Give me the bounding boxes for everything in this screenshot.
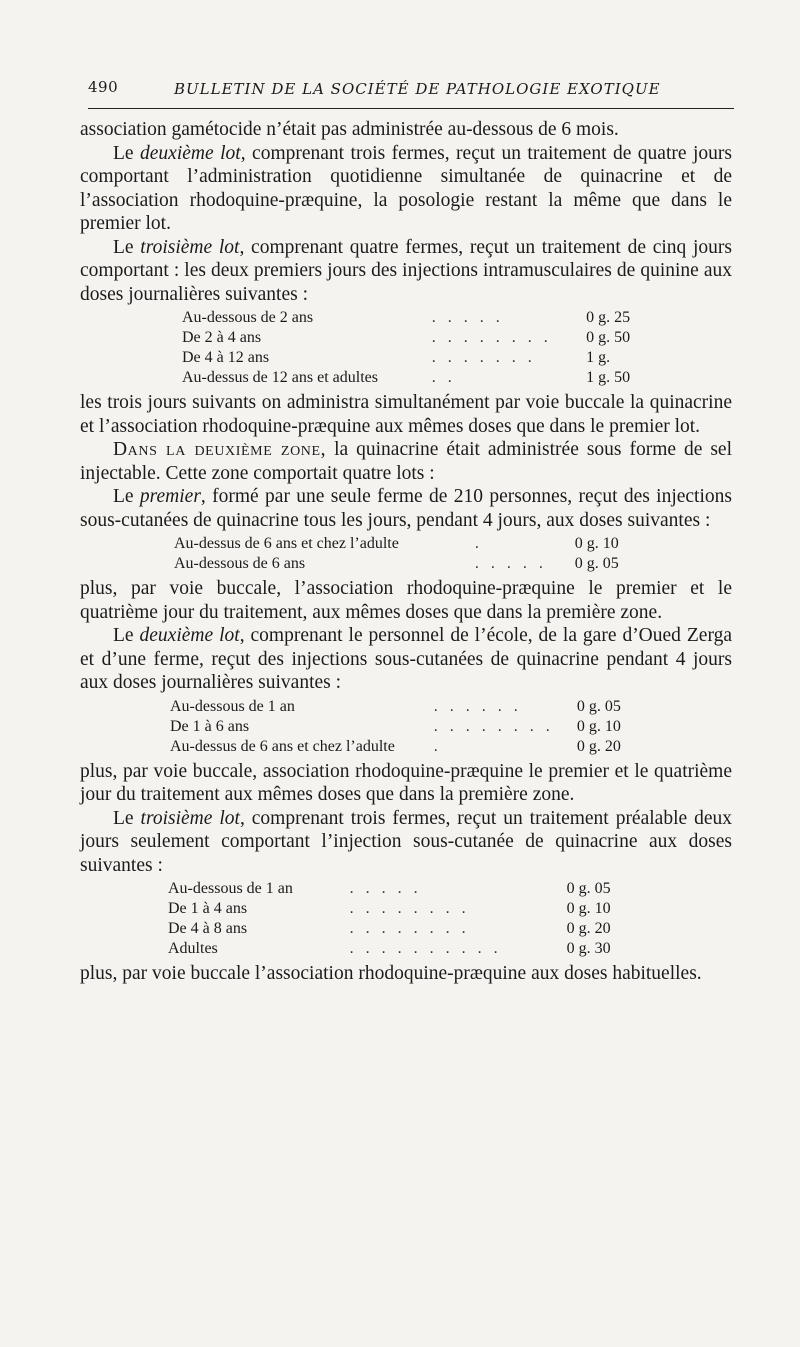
dose-value: 0 g. 10 <box>566 900 611 917</box>
dose-label: Au-dessus de 6 ans et chez l’adulte <box>170 737 395 755</box>
emphasis: deuxième lot <box>139 625 240 646</box>
text-run: Le <box>113 236 141 258</box>
dose-label: Au-dessous de 1 an <box>168 880 293 897</box>
table-row <box>168 899 630 919</box>
paragraph: plus, par voie buccale, l’association rhodoquine-præquine le premier et le quatrième jour du traitement, aux mêmes doses que dans la première zone. <box>80 578 732 623</box>
leader-dots: . . . . . <box>349 880 422 897</box>
dose-value: 0 g. 25 <box>586 309 631 326</box>
dose-value: 0 g. 05 <box>576 697 621 715</box>
table-row <box>168 879 630 899</box>
dose-label: Au-dessous de 2 ans <box>182 309 314 326</box>
dose-value: 0 g. 20 <box>566 920 611 937</box>
dose-label: Adultes <box>168 940 218 957</box>
page-number: 490 <box>88 78 119 96</box>
body-text <box>80 118 732 986</box>
table-row <box>168 939 630 959</box>
emphasis: deuxième lot <box>140 142 241 164</box>
leader-dots: . . . . . <box>431 309 504 326</box>
text-run: la quinacrine était administrée sous forme de sel injectable. Cette zone comportait quatre lots : <box>80 439 732 484</box>
header-rule <box>88 108 734 109</box>
dose-label: Au-dessus de 12 ans et adultes <box>182 369 378 386</box>
dose-value: 1 g. <box>586 349 611 366</box>
dose-value: 0 g. 10 <box>574 535 619 552</box>
dose-label: Au-dessous de 1 an <box>170 697 295 715</box>
text-run: Le <box>113 142 141 164</box>
leader-dots: . . . . . <box>474 555 547 572</box>
emphasis: troisième lot <box>140 807 240 829</box>
text-run: , comprenant quatre fermes, reçut un traitement de cinq jours comportant : les deux premiers jours des injections intramusculaires de quinine aux doses journalières suivantes : <box>80 236 732 305</box>
table-row <box>174 534 634 554</box>
text-run: Le <box>113 625 140 646</box>
paragraph <box>80 438 732 485</box>
leader-dots: . <box>433 737 442 755</box>
dose-value: 0 g. 10 <box>576 717 621 735</box>
leader-dots: . . . . . . . . <box>433 717 554 735</box>
dose-label: Au-dessus de 6 ans et chez l’adulte <box>174 535 399 552</box>
dose-label: De 4 à 12 ans <box>182 349 270 366</box>
dose-table-troisieme-lot <box>168 879 630 959</box>
dose-table-deuxieme-lot <box>170 697 628 757</box>
text-run: , comprenant trois fermes, reçut un traitement préalable deux jours seulement comportant l’injection sous-cutanée de quinacrine aux doses suivantes : <box>80 807 733 876</box>
table-row <box>168 919 630 939</box>
leader-dots: . . . . . . . <box>431 349 536 366</box>
table-row <box>182 328 642 348</box>
dose-table-premier-lot <box>174 534 634 574</box>
text-run: Le <box>113 807 141 829</box>
dose-label: De 4 à 8 ans <box>168 920 248 937</box>
paragraph: plus, par voie buccale l’association rhodoquine-præquine aux doses habituelles. <box>80 963 702 984</box>
text-run: , comprenant trois fermes, reçut un traitement de quatre jours comportant l’administration quotidienne simultanée de quinacrine et de l’association rhodoquine-præquine, la posologie restant la même que dans le premier lot. <box>80 142 732 234</box>
paragraph <box>80 236 732 307</box>
dose-value: 1 g. 50 <box>586 369 631 386</box>
leader-dots: . . <box>431 369 456 386</box>
dose-value: 0 g. 20 <box>576 737 621 755</box>
leader-dots: . . . . . . . . <box>349 900 470 917</box>
leader-dots: . <box>474 535 483 552</box>
paragraph <box>80 485 732 532</box>
table-row <box>170 697 628 717</box>
dose-value: 0 g. 05 <box>574 555 619 572</box>
dose-table-quinine <box>182 308 642 388</box>
dose-label: De 1 à 6 ans <box>170 717 250 735</box>
text-run: , formé par une seule ferme de 210 personnes, reçut des injections sous-cutanées de quinacrine tous les jours, pendant 4 jours, aux doses suivantes : <box>80 486 732 531</box>
dose-label: De 2 à 4 ans <box>182 329 262 346</box>
dose-value: 0 g. 05 <box>566 880 611 897</box>
table-row <box>174 554 634 574</box>
paragraph: plus, par voie buccale, association rhodoquine-præquine le premier et le quatrième jour du traitement aux mêmes doses que dans la première zone. <box>80 760 732 805</box>
paragraph <box>80 142 732 236</box>
table-row <box>182 348 642 368</box>
text-run: Le <box>113 486 140 507</box>
table-row <box>182 368 642 388</box>
leader-dots: . . . . . . . . . . <box>349 940 502 957</box>
table-row <box>170 737 628 757</box>
dose-label: Au-dessous de 6 ans <box>174 555 306 572</box>
paragraph <box>80 624 732 695</box>
leader-dots: . . . . . . . . <box>431 329 552 346</box>
dose-label: De 1 à 4 ans <box>168 900 248 917</box>
emphasis: troisième lot <box>140 236 240 258</box>
leader-dots: . . . . . . . . <box>349 920 470 937</box>
table-row <box>182 308 642 328</box>
paragraph: association gamétocide n’était pas administrée au-dessous de 6 mois. <box>80 119 619 140</box>
leader-dots: . . . . . . <box>433 697 522 715</box>
text-run: , comprenant le personnel de l’école, de la gare d’Oued Zerga et d’une ferme, reçut des injections sous-cutanées de quinacrine pendant 4 jours aux doses journalières suivantes : <box>80 625 732 693</box>
table-row <box>170 717 628 737</box>
emphasis: premier <box>139 486 201 507</box>
dose-value: 0 g. 30 <box>566 940 611 957</box>
paragraph: les trois jours suivants on administra simultanément par voie buccale la quinacrine et l’association rhodoquine-præquine aux mêmes doses que dans le premier lot. <box>80 392 732 437</box>
journal-title: BULLETIN DE LA SOCIÉTÉ DE PATHOLOGIE EXOTIQUE <box>174 80 661 98</box>
dose-value: 0 g. 50 <box>586 329 631 346</box>
paragraph <box>80 807 732 878</box>
small-caps-heading: Dans la deuxième zone, <box>113 439 327 460</box>
